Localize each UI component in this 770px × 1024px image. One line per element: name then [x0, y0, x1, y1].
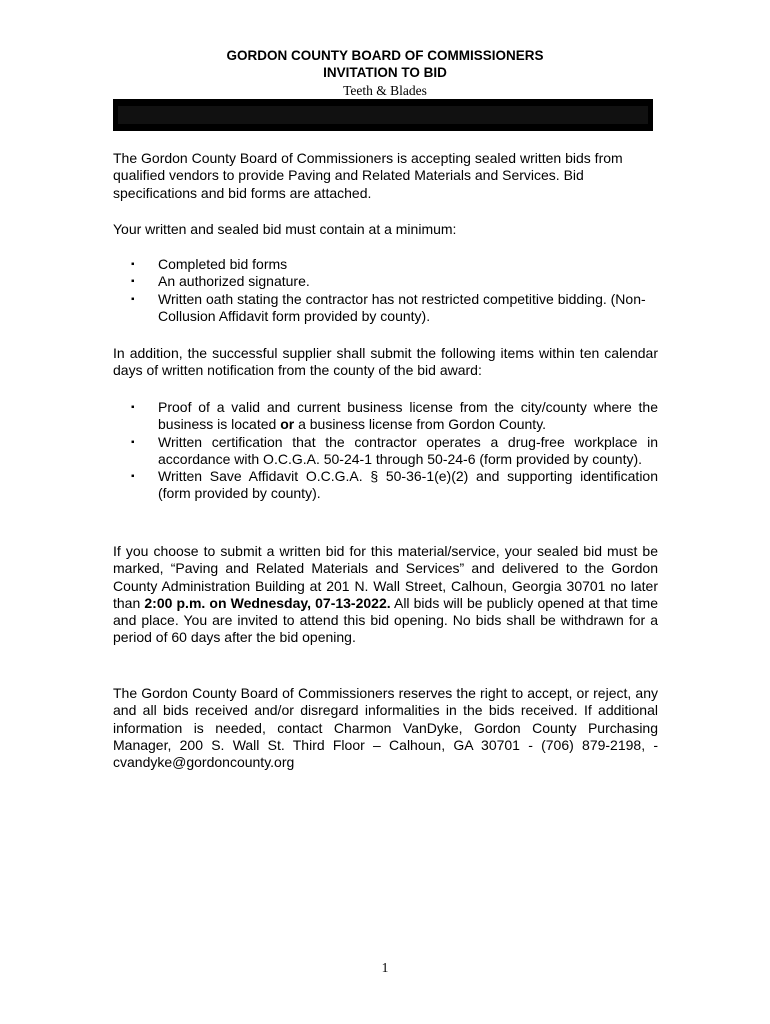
intro-paragraph: The Gordon County Board of Commissioners is accepting sealed written bids from qualified vendors to provide Paving and Related Materials and Services. Bid specifications and bid forms are attached.	[113, 150, 623, 201]
minimum-intro: Your written and sealed bid must contain at a minimum:	[113, 221, 457, 237]
submission-paragraph: If you choose to submit a written bid for this material/service, your sealed bid must be marked, “Paving and Related Materials and Services” and delivered to the Gordon County Administration Building at 201 N. Wall Street, Calhoun, Georgia 30701 no later than 2:00 p.m. on Wednesday, 07-13-2022. All bids will be publicly opened at that time and place. You are invited to attend this bid opening. No bids shall be withdrawn for a period of 60 days after the bid opening.	[113, 543, 659, 646]
minimum-requirements-list	[113, 256, 658, 325]
list-item: ▪ Completed bid forms	[131, 256, 288, 272]
bullet-icon: ▪	[131, 276, 135, 288]
bullet-icon: ▪	[131, 259, 135, 270]
list-item: ▪ An authorized signature.	[131, 273, 310, 290]
addition-intro: In addition, the successful supplier shall submit the following items within ten calendar days of written notification from the county of the bid award:	[113, 345, 658, 379]
reserves-paragraph: The Gordon County Board of Commissioners reserves the right to accept, or reject, any and all bids received and/or disregard informalities in the bids received. If additional information is needed, contact Charmon VanDyke, Gordon County Purchasing Manager, 200 S. Wall St. Third Floor – Calhoun, GA 30701 - (706) 879-2198, - cvandyke@gordoncounty.org	[113, 685, 658, 771]
list-item: ▪ Written certification that the contractor operates a drug-free workplace in accordance with O.C.G.A. 50-24-1 through 50-24-6 (form provided by county).	[131, 433, 658, 467]
header-project-name: Teeth & Blades	[343, 83, 427, 98]
bullet-icon: ▪	[131, 402, 135, 413]
bullet-icon: ▪	[131, 436, 135, 448]
list-item: ▪ Written Save Affidavit O.C.G.A. § 50-36-1(e)(2) and supporting identification (form provided by county).	[131, 468, 658, 502]
deadline: 2:00 p.m. on Wednesday, 07-13-2022.	[144, 594, 391, 611]
redaction-bar-inner	[118, 106, 648, 124]
header-title: GORDON COUNTY BOARD OF COMMISSIONERS	[226, 48, 544, 63]
header-subtitle: INVITATION TO BID	[323, 65, 447, 80]
addition-requirements-list	[113, 399, 658, 503]
list-item: ▪ Proof of a valid and current business license from the city/county where the business is located or a business license from Gordon County.	[131, 399, 658, 433]
bullet-icon: ▪	[131, 471, 135, 483]
page-number: 1	[381, 960, 389, 975]
bullet-icon: ▪	[131, 293, 135, 305]
list-item: ▪ Written oath stating the contractor has not restricted competitive bidding. (Non-Collusion Affidavit form provided by county).	[131, 290, 646, 324]
